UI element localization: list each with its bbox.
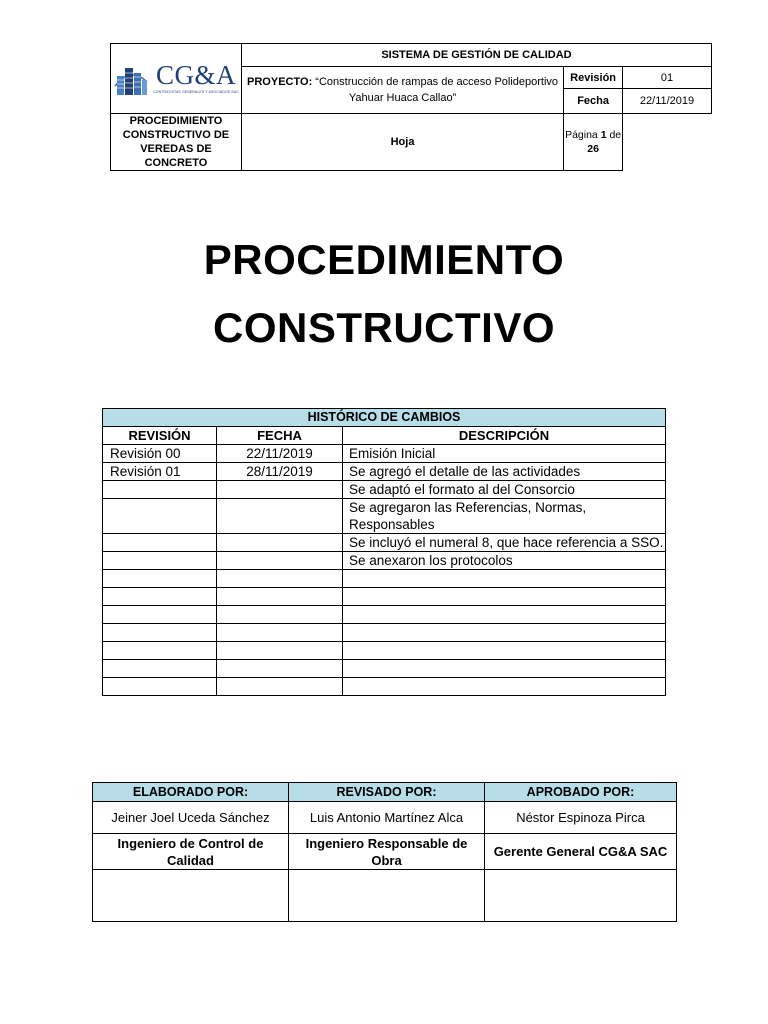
document-header: [110, 43, 712, 171]
history-revision-cell: [103, 606, 217, 624]
history-table: [102, 408, 666, 696]
history-row: [103, 570, 666, 588]
system-title: SISTEMA DE GESTIÓN DE CALIDAD: [241, 44, 711, 67]
main-title-line1: PROCEDIMIENTO: [203, 236, 565, 283]
building-icon: [113, 62, 149, 96]
history-date-cell: [217, 552, 343, 570]
logo-text: CG&A: [155, 60, 236, 91]
history-description-cell: Se incluyó el numeral 8, que hace referencia a SSO.: [343, 534, 666, 552]
page-indicator: [564, 114, 623, 171]
col-header-revision: REVISIÓN: [103, 427, 217, 445]
main-title-line2: CONSTRUCTIVO: [213, 304, 555, 351]
history-date-cell: [217, 642, 343, 660]
approved-by-header: APROBADO POR:: [485, 783, 677, 802]
history-description-cell: Emisión Inicial: [343, 445, 666, 463]
history-revision-cell: [103, 499, 217, 534]
history-body: [103, 445, 666, 696]
procedure-title: PROCEDIMIENTO CONSTRUCTIVO DE VEREDAS DE CONCRETO: [111, 114, 242, 171]
history-description-cell: Se agregó el detalle de las actividades: [343, 463, 666, 481]
history-description-cell: [343, 570, 666, 588]
col-header-date: FECHA: [217, 427, 343, 445]
history-date-cell: [217, 481, 343, 499]
history-description-cell: [343, 606, 666, 624]
history-date-cell: [217, 570, 343, 588]
history-date-cell: 22/11/2019: [217, 445, 343, 463]
prepared-by-role: Ingeniero de Control de Calidad: [93, 834, 289, 870]
history-title: HISTÓRICO DE CAMBIOS: [103, 409, 666, 427]
prepared-by-header: ELABORADO POR:: [93, 783, 289, 802]
history-revision-cell: [103, 534, 217, 552]
history-description-cell: Se adaptó el formato al del Consorcio: [343, 481, 666, 499]
col-header-description: DESCRIPCIÓN: [343, 427, 666, 445]
project-label: PROYECTO:: [247, 76, 313, 88]
history-date-cell: [217, 588, 343, 606]
history-description-cell: [343, 624, 666, 642]
history-date-cell: [217, 606, 343, 624]
reviewed-by-role: Ingeniero Responsable de Obra: [289, 834, 485, 870]
reviewed-by-name: Luis Antonio Martínez Alca: [289, 802, 485, 834]
prepared-by-name: Jeiner Joel Uceda Sánchez: [93, 802, 289, 834]
page-number: 1: [600, 129, 607, 141]
sheet-label: Hoja: [241, 114, 563, 171]
signature-table: [92, 782, 677, 922]
history-row: [103, 642, 666, 660]
reviewed-by-signature: [289, 870, 485, 922]
approved-by-role: Gerente General CG&A SAC: [485, 834, 677, 870]
history-description-cell: [343, 678, 666, 696]
history-row: [103, 445, 666, 463]
date-value: 22/11/2019: [623, 89, 712, 114]
history-row: [103, 678, 666, 696]
history-date-cell: [217, 678, 343, 696]
history-revision-cell: [103, 481, 217, 499]
approved-by-name: Néstor Espinoza Pirca: [485, 802, 677, 834]
history-description-cell: [343, 642, 666, 660]
history-revision-cell: [103, 678, 217, 696]
history-row: [103, 552, 666, 570]
history-description-cell: Se agregaron las Referencias, Normas, Responsables: [343, 499, 666, 534]
history-revision-cell: [103, 552, 217, 570]
reviewed-by-header: REVISADO POR:: [289, 783, 485, 802]
history-revision-cell: [103, 660, 217, 678]
prepared-by-signature: [93, 870, 289, 922]
revision-value: 01: [623, 67, 712, 89]
revision-label: Revisión: [564, 67, 623, 89]
history-revision-cell: Revisión 00: [103, 445, 217, 463]
history-row: [103, 481, 666, 499]
history-date-cell: [217, 499, 343, 534]
history-description-cell: Se anexaron los protocolos: [343, 552, 666, 570]
history-row: [103, 463, 666, 481]
history-description-cell: [343, 588, 666, 606]
history-row: [103, 588, 666, 606]
project-cell: [241, 67, 563, 114]
history-date-cell: [217, 660, 343, 678]
history-row: [103, 660, 666, 678]
logo-cell: [111, 44, 242, 114]
history-date-cell: [217, 624, 343, 642]
date-label: Fecha: [564, 89, 623, 114]
history-revision-cell: [103, 570, 217, 588]
logo-subtext: CONTRATISTAS GENERALES Y ASOCIADOS SAC: [153, 90, 239, 95]
history-revision-cell: [103, 588, 217, 606]
page-of: de: [609, 129, 622, 141]
page-word: Página: [565, 129, 598, 141]
history-revision-cell: [103, 642, 217, 660]
history-date-cell: [217, 534, 343, 552]
history-row: [103, 534, 666, 552]
page-total: 26: [587, 143, 599, 155]
history-revision-cell: [103, 624, 217, 642]
history-row: [103, 499, 666, 534]
project-text: “Construcción de rampas de acceso Polideportivo Yahuar Huaca Callao”: [315, 76, 559, 104]
history-row: [103, 606, 666, 624]
history-description-cell: [343, 660, 666, 678]
history-row: [103, 624, 666, 642]
history-revision-cell: Revisión 01: [103, 463, 217, 481]
approved-by-signature: [485, 870, 677, 922]
history-date-cell: 28/11/2019: [217, 463, 343, 481]
company-logo: [111, 62, 241, 96]
